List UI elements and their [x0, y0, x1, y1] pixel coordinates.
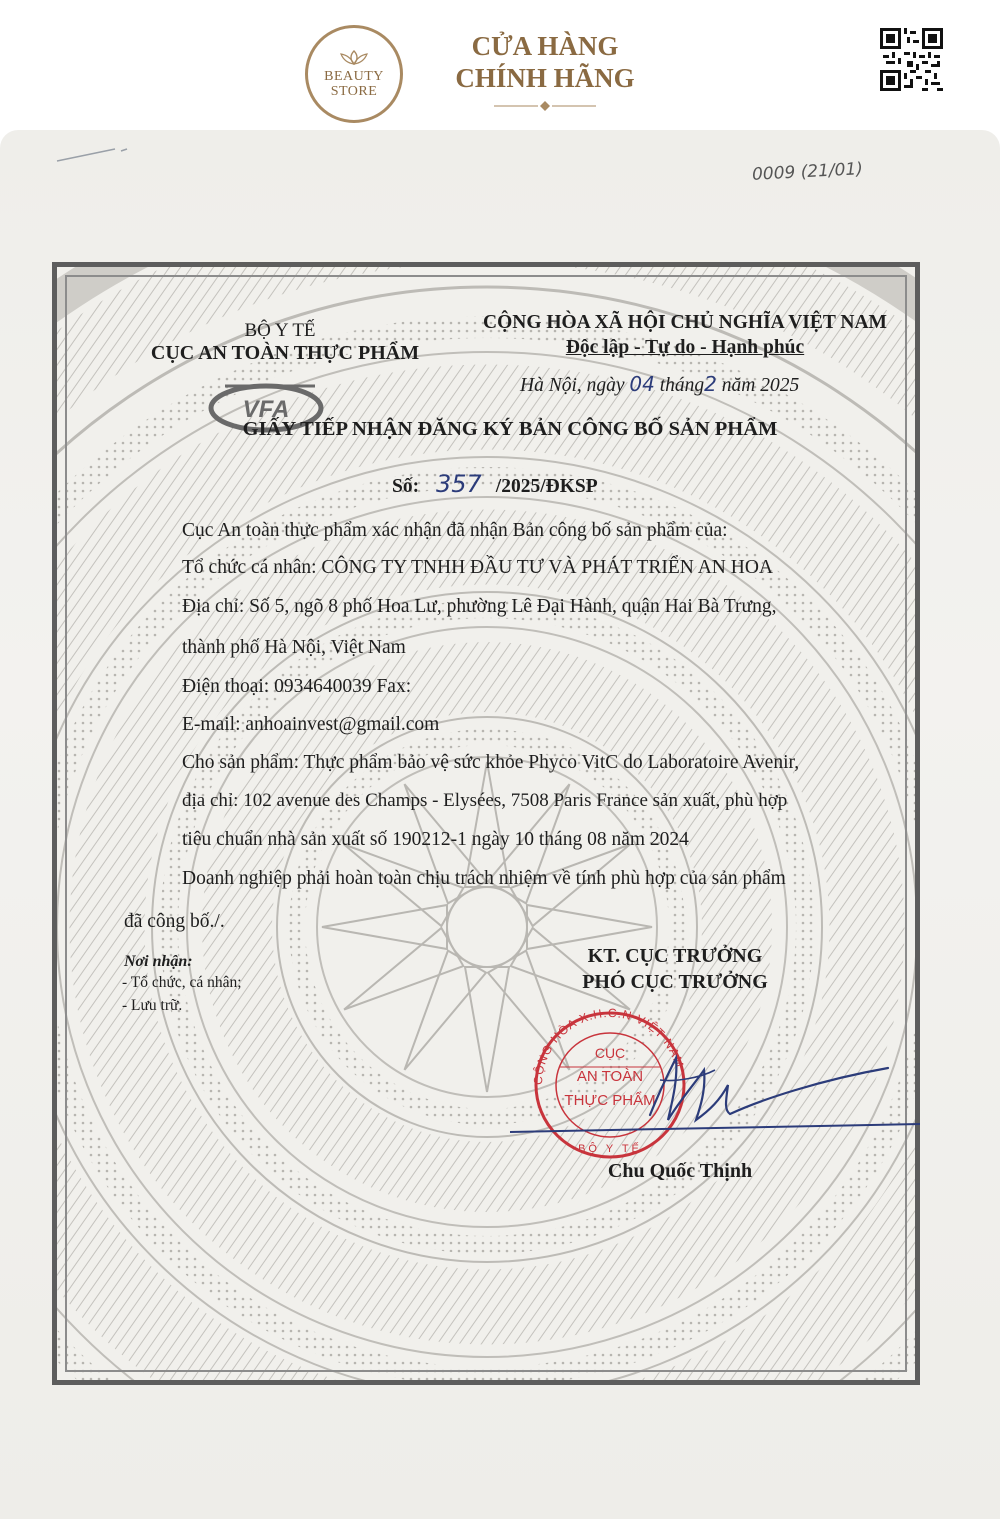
seal-line-3: THỰC PHẨM [564, 1092, 656, 1109]
title-divider-ornament [490, 100, 600, 112]
pen-stroke-mark [55, 145, 135, 165]
date-prefix: Hà Nội, ngày [520, 375, 625, 396]
number-label: Số: [392, 476, 420, 497]
agency-name: CỤC AN TOÀN THỰC PHẨM [150, 342, 420, 364]
logo-text-store: STORE [330, 84, 378, 99]
vfa-logo-text: VFA [242, 396, 290, 423]
body-line-4: thành phố Hà Nội, Việt Nam [182, 637, 406, 658]
body-line-5: Điện thoại: 0934640039 Fax: [182, 676, 412, 697]
date-month-word: tháng [659, 375, 705, 396]
signer-name: Chu Quốc Thịnh [607, 1160, 753, 1182]
body-line-7: Cho sản phẩm: Thực phẩm bảo vệ sức khỏe Phyco VitC do Laboratoire Avenir, [182, 752, 800, 773]
seal-line-2: AN TOÀN [576, 1068, 644, 1085]
beauty-store-logo[interactable] [305, 25, 403, 123]
qr-code-icon[interactable] [880, 28, 943, 91]
seal-line-1: CỤC [594, 1045, 626, 1061]
body-line-8: địa chỉ: 102 avenue des Champs - Elysées, 7508 Paris France sản xuất, phù hợp [182, 790, 788, 811]
recipient-2: - Lưu trữ. [122, 997, 183, 1014]
store-title [420, 30, 670, 112]
date-year: năm 2025 [721, 375, 800, 396]
logo-text-beauty: BEAUTY [324, 69, 384, 84]
recipients-label: Nơi nhận: [124, 953, 193, 970]
date-month: 2 [704, 372, 717, 396]
body-line-6: E-mail: anhoainvest@gmail.com [182, 714, 440, 735]
lotus-ornament-icon [336, 49, 372, 67]
body-line-1: Cục An toàn thực phẩm xác nhận đã nhận Bản công bố sản phẩm của: [182, 520, 728, 541]
registration-number [392, 470, 598, 498]
recipient-1: - Tổ chức, cá nhân; [122, 974, 242, 991]
signer-title-1: KT. CỤC TRƯỞNG [587, 945, 763, 967]
store-title-line2: CHÍNH HÃNG [455, 63, 635, 93]
certificate-title: GIẤY TIẾP NHẬN ĐĂNG KÝ BẢN CÔNG BỐ SẢN PHẨM [242, 418, 778, 440]
handwritten-margin-note: 0009 (21/01) [751, 159, 864, 185]
ministry-name: BỘ Y TẾ [244, 320, 316, 341]
body-line-11: đã công bố./. [124, 911, 225, 932]
store-title-line1: CỬA HÀNG [471, 31, 619, 61]
body-line-9: tiêu chuẩn nhà sản xuất số 190212-1 ngày 10 tháng 08 năm 2024 [182, 829, 689, 850]
seal-ring-text: CỘNG HÒA X.H.C.N VIỆT NAM [530, 1005, 687, 1086]
signer-title-2: PHÓ CỤC TRƯỞNG [582, 971, 768, 993]
body-line-3: Địa chỉ: Số 5, ngõ 8 phố Hoa Lư, phường Lê Đại Hành, quận Hai Bà Trưng, [182, 596, 777, 617]
date-day: 04 [629, 372, 655, 396]
republic-name: CỘNG HÒA XÃ HỘI CHỦ NGHĨA VIỆT NAM [483, 312, 887, 333]
issue-date [520, 372, 799, 397]
handwritten-signature [500, 1040, 930, 1140]
body-line-2: Tổ chức cá nhân: CÔNG TY TNHH ĐẦU TƯ VÀ PHÁT TRIỂN AN HOA [182, 557, 773, 578]
body-line-10: Doanh nghiệp phải hoàn toàn chịu trách nhiệm về tính phù hợp của sản phẩm [182, 868, 786, 889]
national-motto: Độc lập - Tự do - Hạnh phúc [565, 337, 805, 358]
store-header [0, 0, 1000, 130]
number-suffix: /2025/ĐKSP [495, 476, 598, 497]
number-value: 357 [435, 470, 482, 498]
seal-bottom-text: BỘ Y TẾ [578, 1143, 642, 1155]
